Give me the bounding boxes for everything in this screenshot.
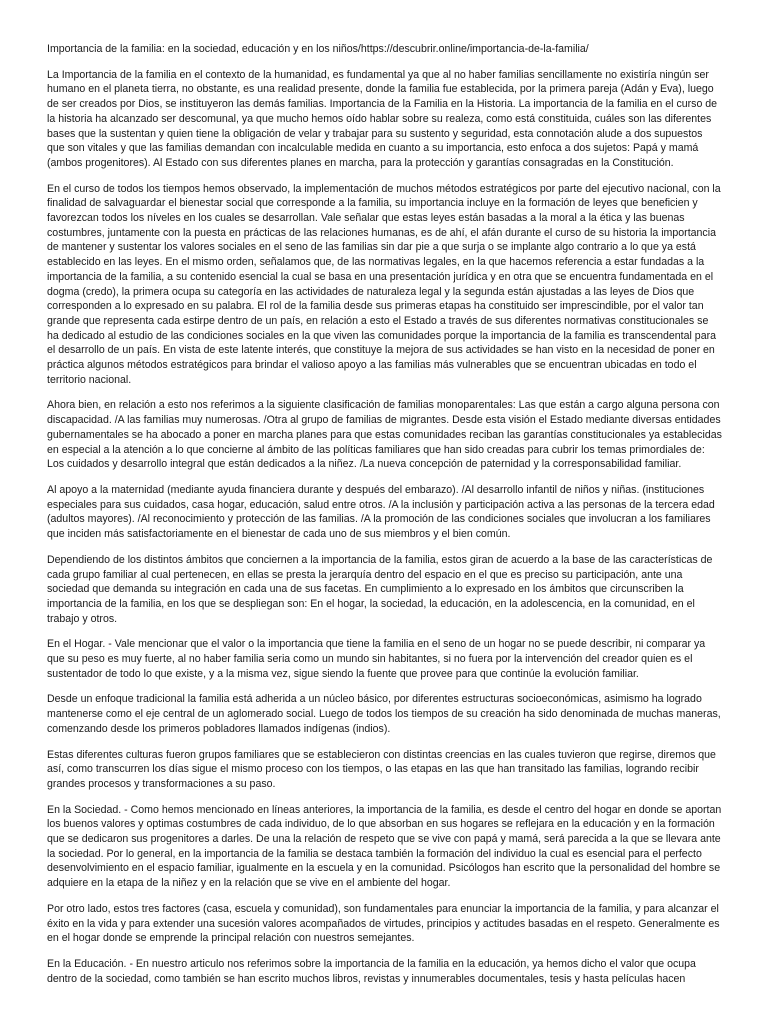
paragraph-home: En el Hogar. - Vale mencionar que el valor o la importancia que tiene la familia en el seno de un hogar no se puede describir, ni comparar ya que su peso es muy fuerte, al no haber familia seria como un mundo sin habitantes, si no fuera por la intervención del creador quien es el sustentador de todo lo que existe, y a la misma vez, sigue siendo la fuente que provee para que continúe la evolución familiar. [47, 638, 706, 680]
paragraph-education: En la Educación. - En nuestro articulo nos referimos sobre la importancia de la familia en la educación, ya hemos dicho el valor que ocupa dentro de la sociedad, como también se han escrito muchos libros, revistas y innumerables documentales, tesis y hasta películas hacen [47, 957, 696, 985]
document-body [47, 42, 722, 986]
paragraph-state-laws: En el curso de todos los tiempos hemos observado, la implementación de muchos métodos estratégicos por parte del ejecutivo nacional, con la finalidad de salvaguardar el bienestar social que corresponde a la familia, su importancia incluye en la formación de leyes que beneficien y favorezcan todos los níveles en los cuales se desarrollan. Vale señalar que estas leyes están basadas a la moral a la ética y las buenas costumbres, juntamente con la puesta en prácticas de las relaciones humanas, es de ahí, el afán durante el curso de su historia la importancia de mantener y sustentar los valores sociales en el seno de las familias sin dar pie a que surja o se implante algo contrario a lo que ya está establecido en las leyes. En el mismo orden, señalamos que, de las normativas legales, en la que hacemos referencia a estar fundadas a la importancia de la familia, a su contenido esencial la cual se basa en una presentación jurídica y en otra que se encuentra fundamentada en el dogma (credo), la primera ocupa su categoría en las actividades de naturaleza legal y la segunda están ajustadas a las leyes de Dios que corresponden a lo expresado en su palabra. El rol de la familia desde sus primeras etapas ha constituido ser imprescindible, por el valor tan grande que representa cada estirpe dentro de un país, en relación a esto el Estado a través de sus diferentes normativas constitucionales se ha dedicado al estudio de las condiciones sociales en la que viven las comunidades porque la importancia de la familia es transcendental para el desarrollo de un país. En vista de este latente interés, que constituye la mejora de sus actividades se han visto en la necesidad de poner en práctica algunos métodos estratégicos para brindar el valioso apoyo a las familias más vulnerables que se encuentran ubicadas en todo el territorio nacional. [47, 182, 721, 386]
paragraph-traditional-approach: Desde un enfoque tradicional la familia está adherida a un núcleo básico, por diferentes estructuras socioeconómicas, asimismo ha logrado mantenerse como el eje central de un aglomerado social. Luego de todos los tiempos de su creación ha sido denominada de muchas maneras, comenzando desde los primeros pobladores llamados indígenas (indios). [47, 693, 721, 735]
paragraph-three-factors: Por otro lado, estos tres factores (casa, escuela y comunidad), son fundamentales para enunciar la importancia de la familia, y para alcanzar el éxito en la vida y para extender una sucesión valores acompañados de virtudes, principios y actitudes basadas en el respeto. Generalmente es en el hogar donde se emprende la principal relación con nuestros semejantes. [47, 902, 720, 945]
paragraph-society: En la Sociedad. - Como hemos mencionado en líneas anteriores, la importancia de la familia, es desde el centro del hogar en donde se aportan los buenos valores y optimas costumbres de cada individuo, de lo que absorban en sus hogares se reflejara en la educación y en la formación que se dedicaron sus progenitores a darles. De una la relación de respeto que se vive con papá y mamá, será parecida a la que se llevara ante la sociedad. Por lo general, en la importancia de la familia se destaca también la formación del individuo la cual es esencial para el perfecto desenvolvimiento en el espacio familiar, igualmente en la escuela y en la comunidad. Psicólogos han escrito que la personalidad del hombre se adquiere en la etapa de la niñez y en la relación que se vive en el ambiente del hogar. [47, 803, 722, 890]
paragraph-maternity-support: Al apoyo a la maternidad (mediante ayuda financiera durante y después del embarazo). /Al desarrollo infantil de niños y niñas. (instituciones especiales para sus cuidados, casa hogar, educación, salud entre otros. /A la inclusión y participación activa a las personas de la tercera edad (adultos mayores). /Al reconocimiento y protección de las familias. /A la promoción de las condiciones sociales que involucran a los familiares que inciden más satisfactoriamente en el bienestar de cada uno de sus miembros y el bien común. [47, 483, 715, 541]
paragraph-monoparental-families: Ahora bien, en relación a esto nos referimos a la siguiente clasificación de familias monoparentales: Las que están a cargo alguna persona con discapacidad. /A las familias muy numerosas. /Otra al grupo de familias de migrantes. Desde esta visión el Estado mediante diversas entidades gubernamentales se ha abocado a poner en marcha planes para que estas comunidades reciban las garantías constitucionales ya establecidas en especial a la atención a lo que concierne al ámbito de las políticas familiares que han sido creadas para cubrir los temas primordiales de: Los cuidados y desarrollo integral que están dedicados a la niñez. /La nueva concepción de paternidad y la corresponsabilidad familiar. [47, 399, 722, 471]
paragraph-family-areas: Dependiendo de los distintos ámbitos que conciernen a la importancia de la familia, estos giran de acuerdo a la base de las características de cada grupo familiar al cual pertenecen, en ellas se presta la jerarquía dentro del espacio en el que es preciso su participación, ante una sociedad que demanda su integración en cada una de sus facetas. En cumplimiento a lo expresado en los ámbitos que circunscriben la importancia de la familia, en los que se despliegan son: En el hogar, la sociedad, la educación, en la adolescencia, en la comunidad, en el trabajo y otros. [47, 553, 713, 625]
paragraph-cultures: Estas diferentes culturas fueron grupos familiares que se establecieron con distintas creencias en las cuales tuvieron que regirse, diremos que así, como transcurren los días sigue el mismo proceso con los tiempos, o las etapas en las que han transitado las familias, logrando recibir grandes procesos y transformaciones a su paso. [47, 748, 716, 790]
paragraph-intro: La Importancia de la familia en el contexto de la humanidad, es fundamental ya que al no haber familias sencillamente no existiría ningún ser humano en el planeta tierra, no obstante, es una realidad presente, donde la familia fue establecida, por la primera pareja (Adán y Eva), luego de ser creados por Dios, se instituyeron las demás familias. Importancia de la Familia en la Historia. La importancia de la familia en el curso de la historia ha alcanzado ser descomunal, ya que mucho hemos oído hablar sobre su realeza, como está constituida, cuáles son las diferentes bases que la sustentan y quien tiene la obligación de velar y trabajar para su sustento y seguridad, esta connotación alude a dos supuestos que son vitales y que las familias demandan con incalculable medida en cuanto a su importancia, esto enfoca a dos sujetos: Papá y mamá (ambos progenitores). Al Estado con sus diferentes planes en marcha, para la protección y garantías consagradas en la Constitución. [47, 68, 718, 169]
document-title: Importancia de la familia: en la sociedad, educación y en los niños/https://descubrir.online/importancia-de-la-familia/ [47, 43, 589, 55]
